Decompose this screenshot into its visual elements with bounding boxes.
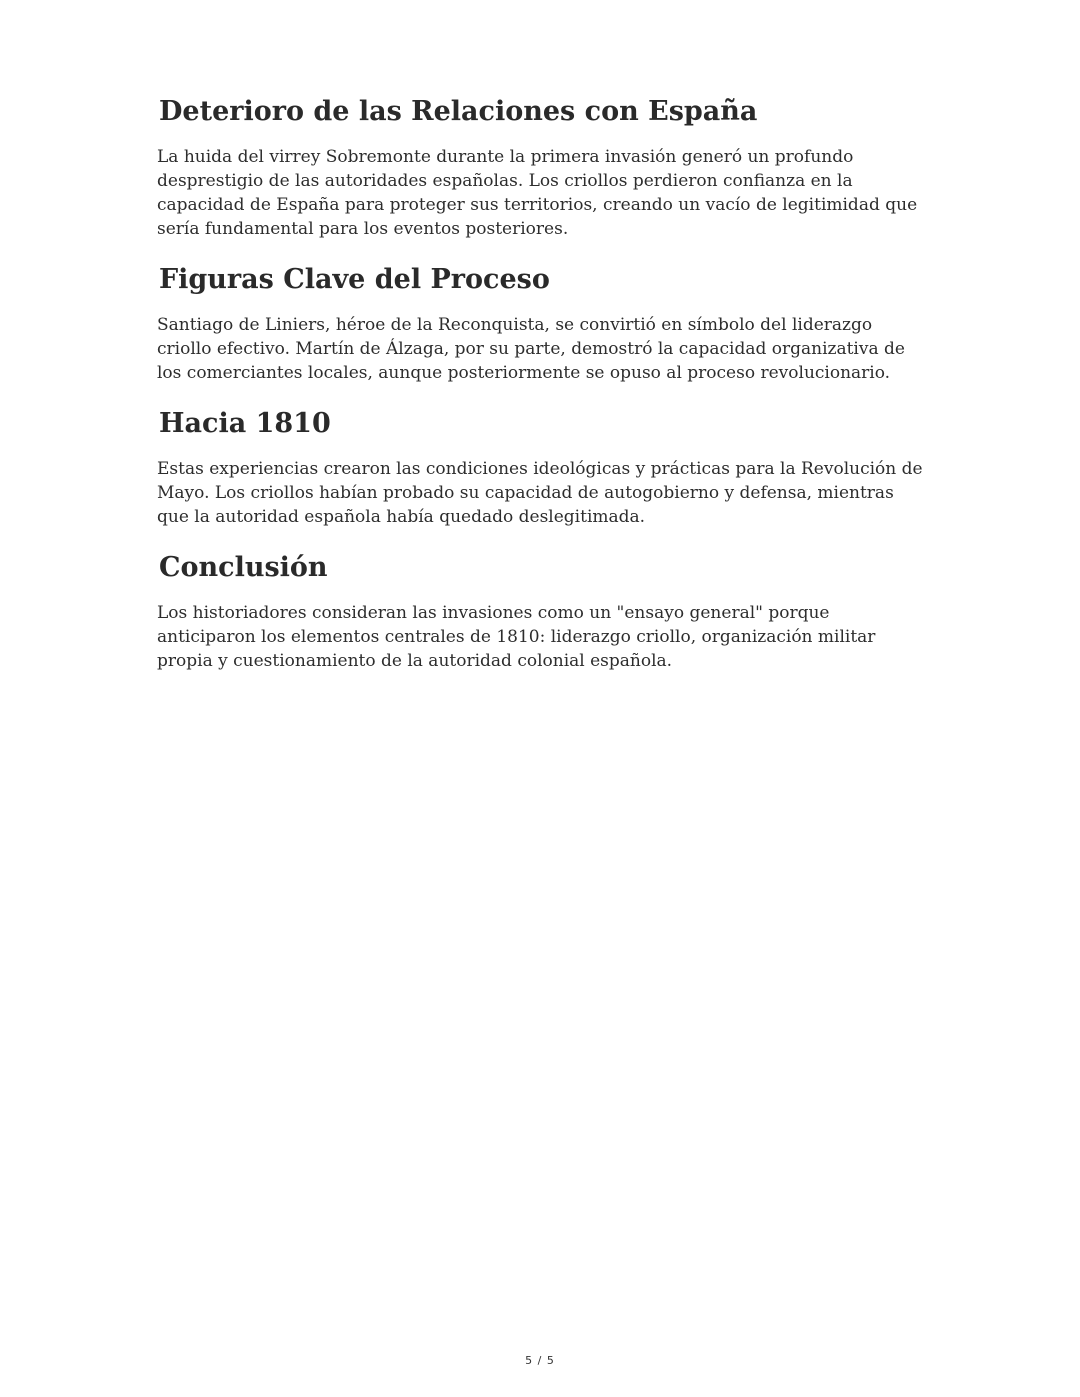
section-paragraph: Los historiadores consideran las invasiones como un "ensayo general" porque anticiparon los elementos centrales de 1810: liderazgo criollo, organización militar propia y cuestionamiento de la autoridad colonial española. bbox=[157, 603, 876, 671]
section-heading: Conclusión bbox=[159, 552, 328, 583]
section-paragraph: Santiago de Liniers, héroe de la Reconquista, se convirtió en símbolo del liderazgo criollo efectivo. Martín de Álzaga, por su parte, demostró la capacidad organizativa de los comerciantes locales, aunque posteriormente se opuso al proceso revolucionario. bbox=[157, 315, 905, 383]
section-deterioro bbox=[157, 93, 927, 241]
section-conclusion bbox=[157, 549, 927, 673]
section-heading: Hacia 1810 bbox=[159, 408, 331, 439]
page-number: 5 / 5 bbox=[525, 1354, 555, 1367]
section-paragraph: Estas experiencias crearon las condiciones ideológicas y prácticas para la Revolución de Mayo. Los criollos habían probado su capacidad de autogobierno y defensa, mientras que la autoridad española había quedado deslegitimada. bbox=[157, 459, 923, 527]
section-paragraph: La huida del virrey Sobremonte durante la primera invasión generó un profundo desprestigio de las autoridades españolas. Los criollos perdieron confianza en la capacidad de España para proteger sus territorios, creando un vacío de legitimidad que sería fundamental para los eventos posteriores. bbox=[157, 147, 918, 239]
section-figuras-clave bbox=[157, 261, 927, 385]
section-hacia-1810 bbox=[157, 405, 927, 529]
page-content bbox=[157, 93, 927, 693]
section-heading: Deterioro de las Relaciones con España bbox=[159, 96, 758, 127]
section-heading: Figuras Clave del Proceso bbox=[159, 264, 550, 295]
